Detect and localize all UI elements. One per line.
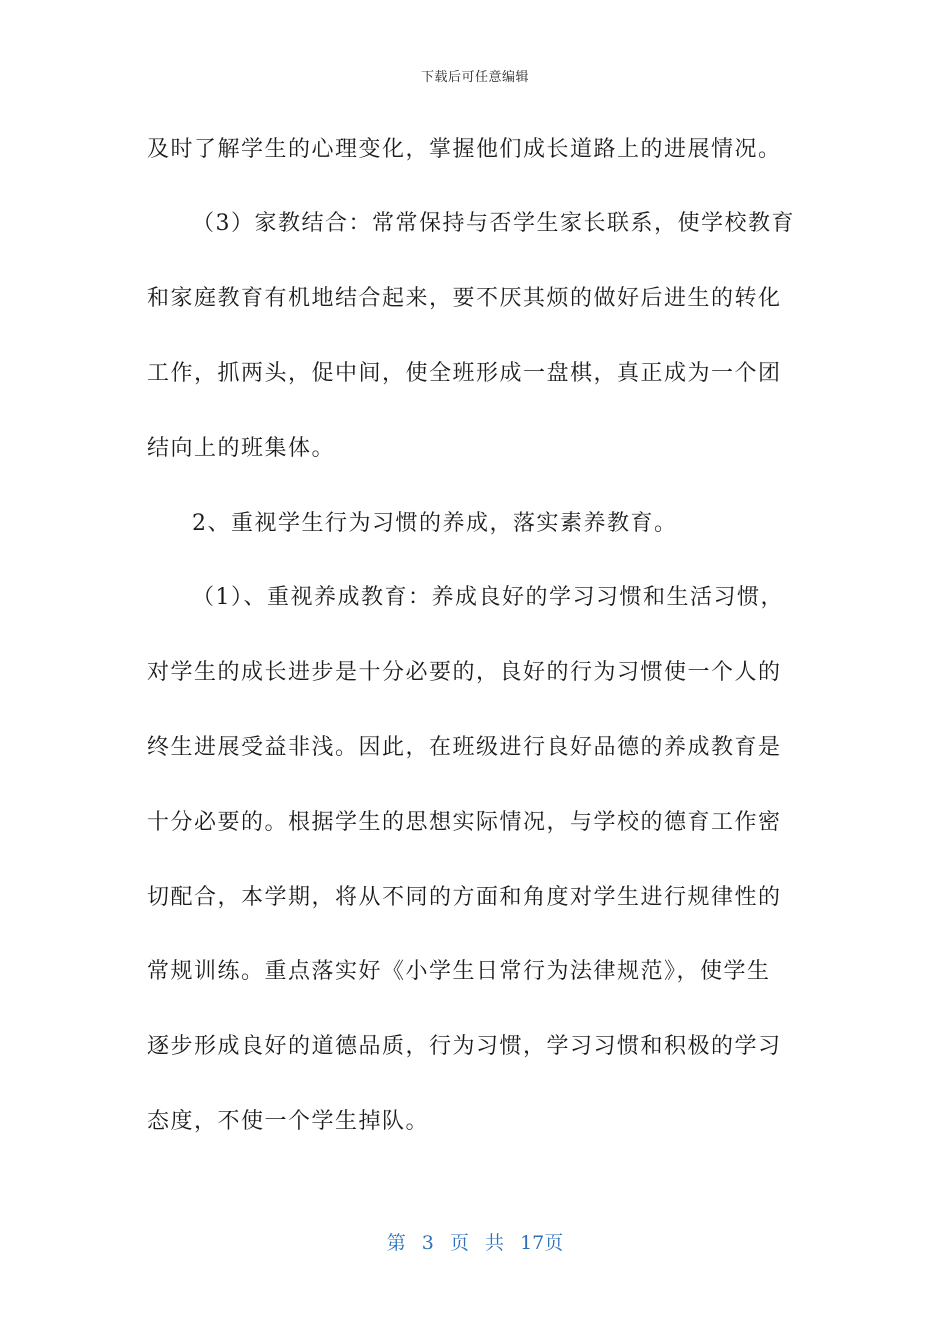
text-line: 态度，不使一个学生掉队。: [147, 1109, 430, 1134]
text-line: 常规训练。重点落实好《小学生日常行为法律规范》，使学生: [147, 959, 771, 984]
text-line: 及时了解学生的心理变化，掌握他们成长道路上的进展情况。: [147, 137, 782, 162]
footer-total-pages: 17页: [520, 1232, 564, 1254]
text-line: 十分必要的。根据学生的思想实际情况，与学校的德育工作密: [147, 810, 782, 835]
text-line: 和家庭教育有机地结合起来，要不厌其烦的做好后进生的转化: [147, 286, 782, 311]
section-heading: 2、重视学生行为习惯的养成，落实素养教育。: [192, 511, 678, 536]
text-line: 工作，抓两头，促中间，使全班形成一盘棋，真正成为一个团: [147, 361, 782, 386]
text-line: 对学生的成长进步是十分必要的，良好的行为习惯使一个人的: [147, 660, 782, 685]
text-line: 逐步形成良好的道德品质，行为习惯，学习习惯和积极的学习: [147, 1034, 782, 1059]
footer-middle: 页: [449, 1232, 469, 1254]
page-header: 下载后可任意编辑: [420, 70, 529, 85]
text-line: 终生进展受益非浅。因此，在班级进行良好品德的养成教育是: [147, 735, 782, 760]
text-line: 结向上的班集体。: [147, 436, 336, 461]
footer-prefix: 第: [386, 1232, 406, 1254]
page-footer: [0, 1228, 950, 1255]
footer-current-page: 3: [421, 1232, 434, 1254]
footer-total-prefix: 共: [485, 1232, 505, 1254]
text-line: 切配合，本学期，将从不同的方面和角度对学生进行规律性的: [147, 885, 782, 910]
text-line: （3）家教结合：常常保持与否学生家长联系，使学校教育: [192, 211, 795, 236]
text-line: （1）、重视养成教育：养成良好的学习习惯和生活习惯，: [192, 585, 784, 610]
